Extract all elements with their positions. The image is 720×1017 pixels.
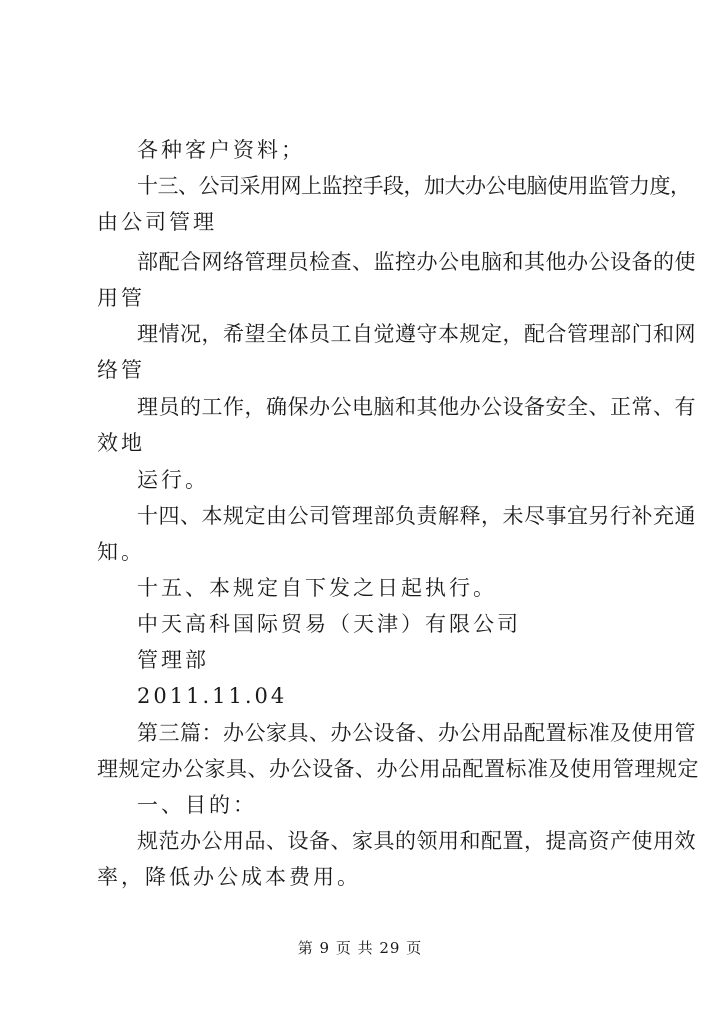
text-line-13: 十五、本规定自下发之日起执行。 <box>137 576 497 600</box>
text-line-4: 部配合网络管理员检查、监控办公电脑和其他办公设备的使 <box>137 250 696 274</box>
date-line: 2011.11.04 <box>137 684 288 708</box>
text-line-8: 理员的工作，确保办公电脑和其他办公设备安全、正常、有 <box>137 395 696 419</box>
text-line-6: 理情况，希望全体员工自觉遵守本规定，配合管理部门和网 <box>137 322 696 346</box>
text-line-1: 各种客户资料； <box>137 138 305 162</box>
text-line-14: 中天高科国际贸易（天津）有限公司 <box>137 612 521 636</box>
text-line-9: 效地 <box>97 431 145 455</box>
section-title-line-1: 第三篇：办公家具、办公设备、办公用品配置标准及使用管 <box>137 721 696 745</box>
text-line-20: 规范办公用品、设备、家具的领用和配置，提高资产使用效 <box>137 829 696 853</box>
text-line-19: 一、目的： <box>137 793 257 817</box>
text-line-2: 十三、公司采用网上监控手段，加大办公电脑使用监管力度， <box>137 174 691 198</box>
text-line-15: 管理部 <box>137 648 209 672</box>
text-line-10: 运行。 <box>137 468 209 492</box>
text-line-21: 率，降低办公成本费用。 <box>97 865 361 889</box>
text-line-3: 由公司管理 <box>97 210 217 234</box>
section-title-line-2: 理规定办公家具、办公设备、办公用品配置标准及使用管理规定 <box>97 757 699 781</box>
text-line-5: 用管 <box>97 286 145 310</box>
text-line-11: 十四、本规定由公司管理部负责解释，未尽事宜另行补充通 <box>137 504 696 528</box>
text-line-7: 络管 <box>97 358 145 382</box>
page-footer: 第 9 页 共 29 页 <box>297 939 423 957</box>
text-line-12: 知。 <box>97 540 145 564</box>
